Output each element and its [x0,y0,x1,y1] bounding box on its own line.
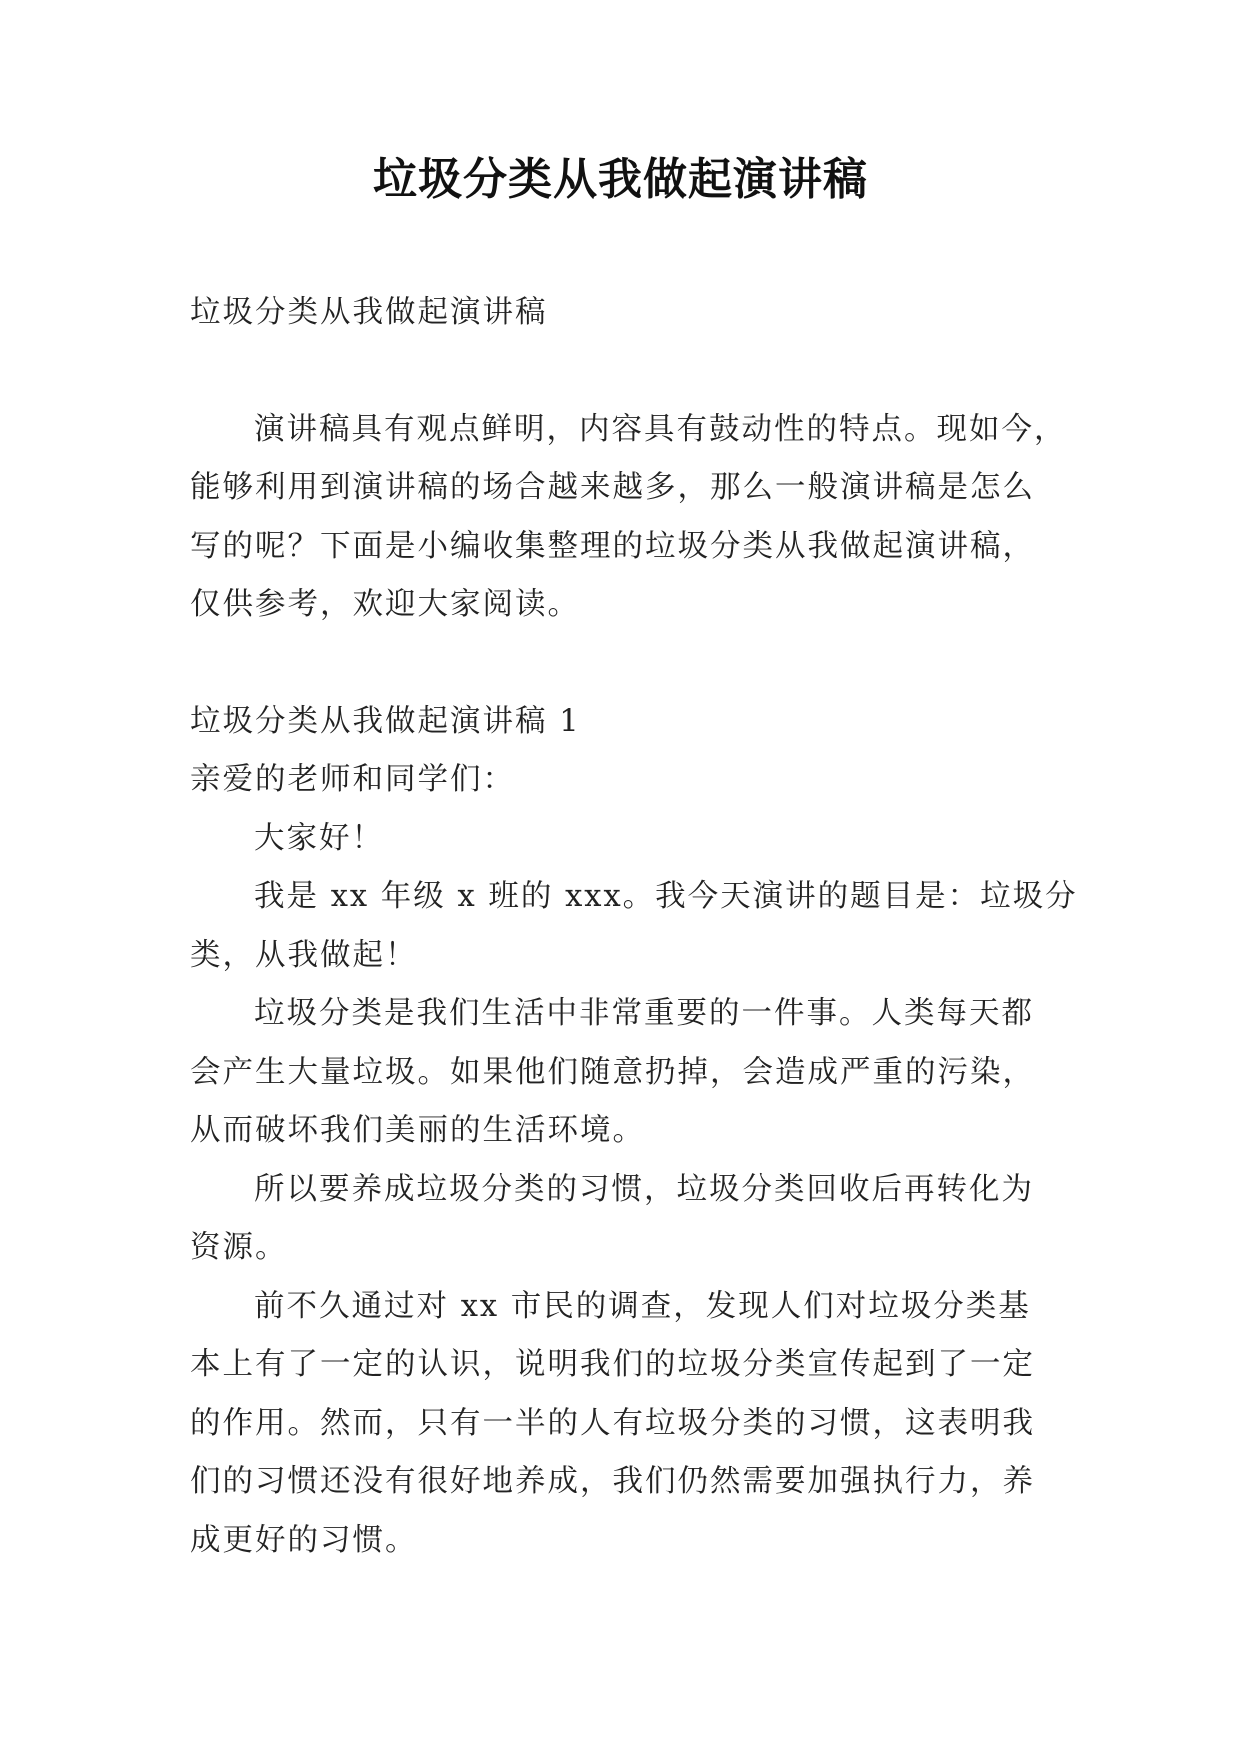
paragraph-line: 我是 xx 年级 x 班的 xxx。我今天演讲的题目是：垃圾分 [254,879,1078,914]
paragraph-line: 前不久通过对 xx 市民的调查，发现人们对垃圾分类基 [254,1288,1031,1324]
spacer [190,635,1060,693]
salutation: 亲爱的老师和同学们： [190,762,515,797]
paragraph-line: 资源。 [190,1230,288,1265]
paragraph-line: 会产生大量垃圾。如果他们随意扔掉，会造成严重的污染， [190,1054,1035,1090]
spacer [190,343,1060,401]
document-body [190,284,1078,1570]
section-heading: 垃圾分类从我做起演讲稿 1 [190,703,581,739]
intro-paragraph [190,401,1067,635]
intro-line: 写的呢？下面是小编收集整理的垃圾分类从我做起演讲稿， [190,528,1035,564]
paragraph-4 [190,1278,1060,1571]
paragraph-line: 类，从我做起！ [190,937,418,973]
greeting: 大家好！ [254,820,384,856]
paragraph-line: 的作用。然而，只有一半的人有垃圾分类的习惯，这表明我 [190,1405,1035,1441]
paragraph-line: 所以要养成垃圾分类的习惯，垃圾分类回收后再转化为 [254,1171,1034,1207]
paragraph-line: 们的习惯还没有很好地养成，我们仍然需要加强执行力，养 [190,1464,1035,1499]
document-subtitle: 垃圾分类从我做起演讲稿 [190,295,548,330]
paragraph-line: 从而破坏我们美丽的生活环境。 [190,1113,645,1148]
paragraph-2 [190,985,1060,1161]
intro-line: 仅供参考，欢迎大家阅读。 [190,587,580,622]
paragraph-line: 垃圾分类是我们生活中非常重要的一件事。人类每天都 [254,996,1034,1031]
intro-line: 演讲稿具有观点鲜明，内容具有鼓动性的特点。现如今， [254,411,1067,447]
paragraph-1 [190,868,1078,985]
intro-line: 能够利用到演讲稿的场合越来越多，那么一般演讲稿是怎么 [190,470,1035,505]
document-title: 垃圾分类从我做起演讲稿 [373,154,868,205]
paragraph-3 [190,1161,1060,1278]
paragraph-line: 成更好的习惯。 [190,1522,418,1558]
paragraph-line: 本上有了一定的认识，说明我们的垃圾分类宣传起到了一定 [190,1347,1035,1382]
